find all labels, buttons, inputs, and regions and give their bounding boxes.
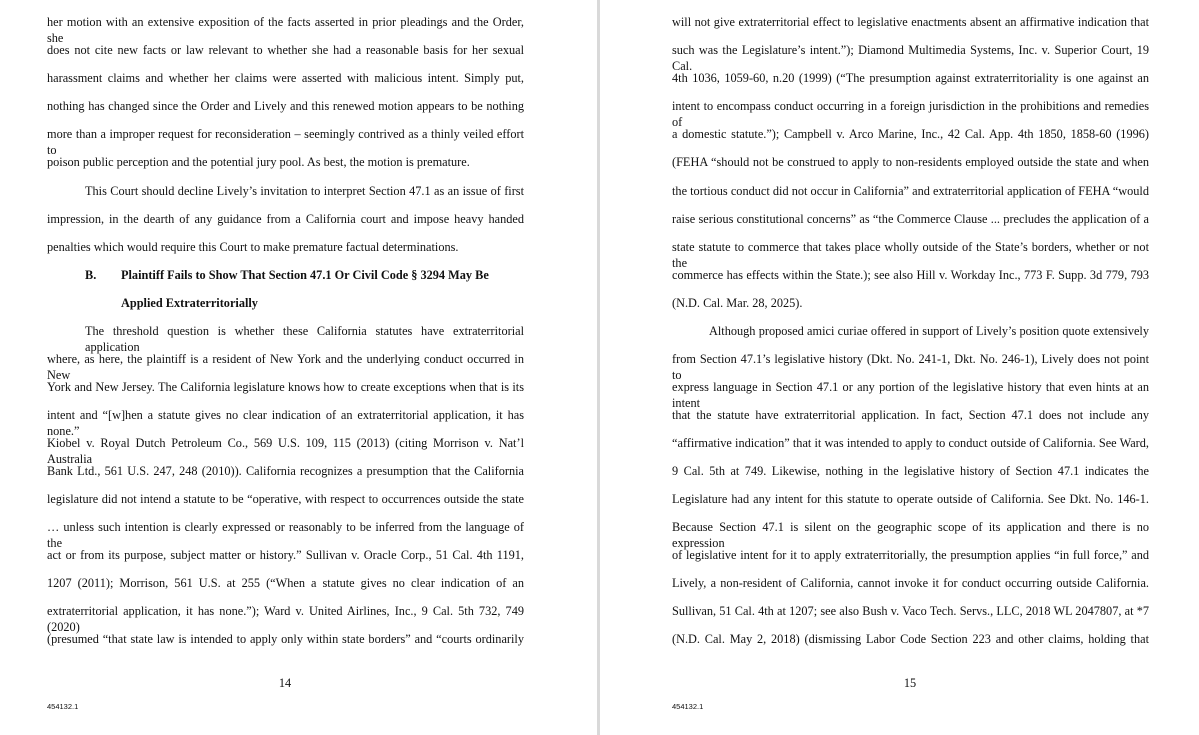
page-number: 15 bbox=[903, 676, 917, 690]
body-text-line: harassment claims and whether her claims were asserted with malicious intent. Simply put, bbox=[47, 71, 524, 85]
body-text-line: a domestic statute.”); Campbell v. Arco Marine, Inc., 42 Cal. App. 4th 1850, 1858-60 (1996) bbox=[672, 127, 1149, 141]
document-page-left bbox=[0, 0, 597, 735]
body-text-line: Because Section 47.1 is silent on the geographic scope of its application and there is no expression bbox=[672, 520, 1149, 550]
body-text-line: impression, in the dearth of any guidance from a California court and impose heavy handed bbox=[47, 212, 524, 226]
section-heading-continued: Applied Extraterritorially bbox=[121, 296, 258, 310]
body-text-line: commerce has effects within the State.); see also Hill v. Workday Inc., 773 F. Supp. 3d 779, 793 bbox=[672, 268, 1149, 282]
body-text-line: act or from its purpose, subject matter or history.” Sullivan v. Oracle Corp., 51 Cal. 4th 1191, bbox=[47, 548, 524, 562]
body-text-line: “affirmative indication” that it was intended to apply to conduct outside of California. See Ward, bbox=[672, 436, 1149, 450]
page-number: 14 bbox=[278, 676, 292, 690]
body-text-line: will not give extraterritorial effect to legislative enactments absent an affirmative indication that bbox=[672, 15, 1149, 29]
body-text-line: 9 Cal. 5th at 749. Likewise, nothing in the legislative history of Section 47.1 indicates the bbox=[672, 464, 1149, 478]
body-text-line: intent to encompass conduct occurring in a foreign jurisdiction in the prohibitions and remedies of bbox=[672, 99, 1149, 129]
body-text-line: from Section 47.1’s legislative history (Dkt. No. 241-1, Dkt. No. 246-1), Lively does not point to bbox=[672, 352, 1149, 382]
body-text-line: that the statute have extraterritorial application. In fact, Section 47.1 does not include any bbox=[672, 408, 1149, 422]
body-text-line: her motion with an extensive exposition of the facts asserted in prior pleadings and the Order, she bbox=[47, 15, 524, 45]
body-text-line: legislature did not intend a statute to be “operative, with respect to occurrences outside the state bbox=[47, 492, 524, 506]
body-text-line: extraterritorial application, it has none.”); Ward v. United Airlines, Inc., 9 Cal. 5th 732, 749 (2020) bbox=[47, 604, 524, 634]
body-text-line: York and New Jersey. The California legislature knows how to create exceptions when that is its bbox=[47, 380, 524, 394]
body-text-line: penalties which would require this Court to make premature factual determinations. bbox=[47, 240, 459, 254]
body-text-line: express language in Section 47.1 or any portion of the legislative history that even hints at an intent bbox=[672, 380, 1149, 410]
body-text-line: Bank Ltd., 561 U.S. 247, 248 (2010)). California recognizes a presumption that the California bbox=[47, 464, 524, 478]
body-text-line: This Court should decline Lively’s invitation to interpret Section 47.1 as an issue of first bbox=[85, 184, 524, 198]
body-text-line: 1207 (2011); Morrison, 561 U.S. at 255 (“When a statute gives no clear indication of an bbox=[47, 576, 524, 590]
body-text-line: intent and “[w]hen a statute gives no clear indication of an extraterritorial application, it has none.” bbox=[47, 408, 524, 438]
body-text-line: (N.D. Cal. Mar. 28, 2025). bbox=[672, 296, 803, 310]
body-text-line: nothing has changed since the Order and Lively and this renewed motion appears to be nothing bbox=[47, 99, 524, 113]
body-text-line: Sullivan, 51 Cal. 4th at 1207; see also Bush v. Vaco Tech. Servs., LLC, 2018 WL 2047807, at *7 bbox=[672, 604, 1149, 618]
body-text-line: Although proposed amici curiae offered in support of Lively’s position quote extensively bbox=[709, 324, 1149, 338]
document-id: 454132.1 bbox=[672, 702, 704, 711]
body-text-line: The threshold question is whether these California statutes have extraterritorial application bbox=[85, 324, 524, 354]
document-page-right bbox=[600, 0, 1199, 735]
body-text-line: raise serious constitutional concerns” as “the Commerce Clause ... precludes the application of a bbox=[672, 212, 1149, 226]
body-text-line: (FEHA “should not be construed to apply to non-residents employed outside the state and when bbox=[672, 155, 1149, 169]
body-text-line: of legislative intent for it to apply extraterritorially, the presumption applies “in full force,” and bbox=[672, 548, 1149, 562]
body-text-line: … unless such intention is clearly expressed or reasonably to be inferred from the language of the bbox=[47, 520, 524, 550]
body-text-line: Legislature had any intent for this statute to operate outside of California. See Dkt. No. 146-1. bbox=[672, 492, 1149, 506]
section-heading: Plaintiff Fails to Show That Section 47.1 Or Civil Code § 3294 May Be bbox=[121, 268, 489, 282]
body-text-line: such was the Legislature’s intent.”); Diamond Multimedia Systems, Inc. v. Superior Court, 19 Cal. bbox=[672, 43, 1149, 73]
body-text-line: state statute to commerce that takes place wholly outside of the State’s borders, whether or not the bbox=[672, 240, 1149, 270]
body-text-line: 4th 1036, 1059-60, n.20 (1999) (“The presumption against extraterritoriality is one against an bbox=[672, 71, 1149, 85]
body-text-line: more than a improper request for reconsideration – seemingly contrived as a thinly veiled effort to bbox=[47, 127, 524, 157]
document-id: 454132.1 bbox=[47, 702, 79, 711]
body-text-line: poison public perception and the potential jury pool. As best, the motion is premature. bbox=[47, 155, 470, 169]
body-text-line: Kiobel v. Royal Dutch Petroleum Co., 569 U.S. 109, 115 (2013) (citing Morrison v. Nat’l Australia bbox=[47, 436, 524, 466]
body-text-line: the tortious conduct did not occur in California” and extraterritorial application of FEHA “would bbox=[672, 184, 1149, 198]
body-text-line: (N.D. Cal. May 2, 2018) (dismissing Labor Code Section 223 and other claims, holding that bbox=[672, 632, 1149, 646]
body-text-line: where, as here, the plaintiff is a resident of New York and the underlying conduct occurred in New bbox=[47, 352, 524, 382]
body-text-line: (presumed “that state law is intended to apply only within state borders” and “courts ordinarily bbox=[47, 632, 524, 646]
body-text-line: does not cite new facts or law relevant to whether she had a reasonable basis for her sexual bbox=[47, 43, 524, 57]
body-text-line: Lively, a non-resident of California, cannot invoke it for conduct occurring outside California. bbox=[672, 576, 1149, 590]
section-heading-marker: B. bbox=[85, 268, 97, 282]
